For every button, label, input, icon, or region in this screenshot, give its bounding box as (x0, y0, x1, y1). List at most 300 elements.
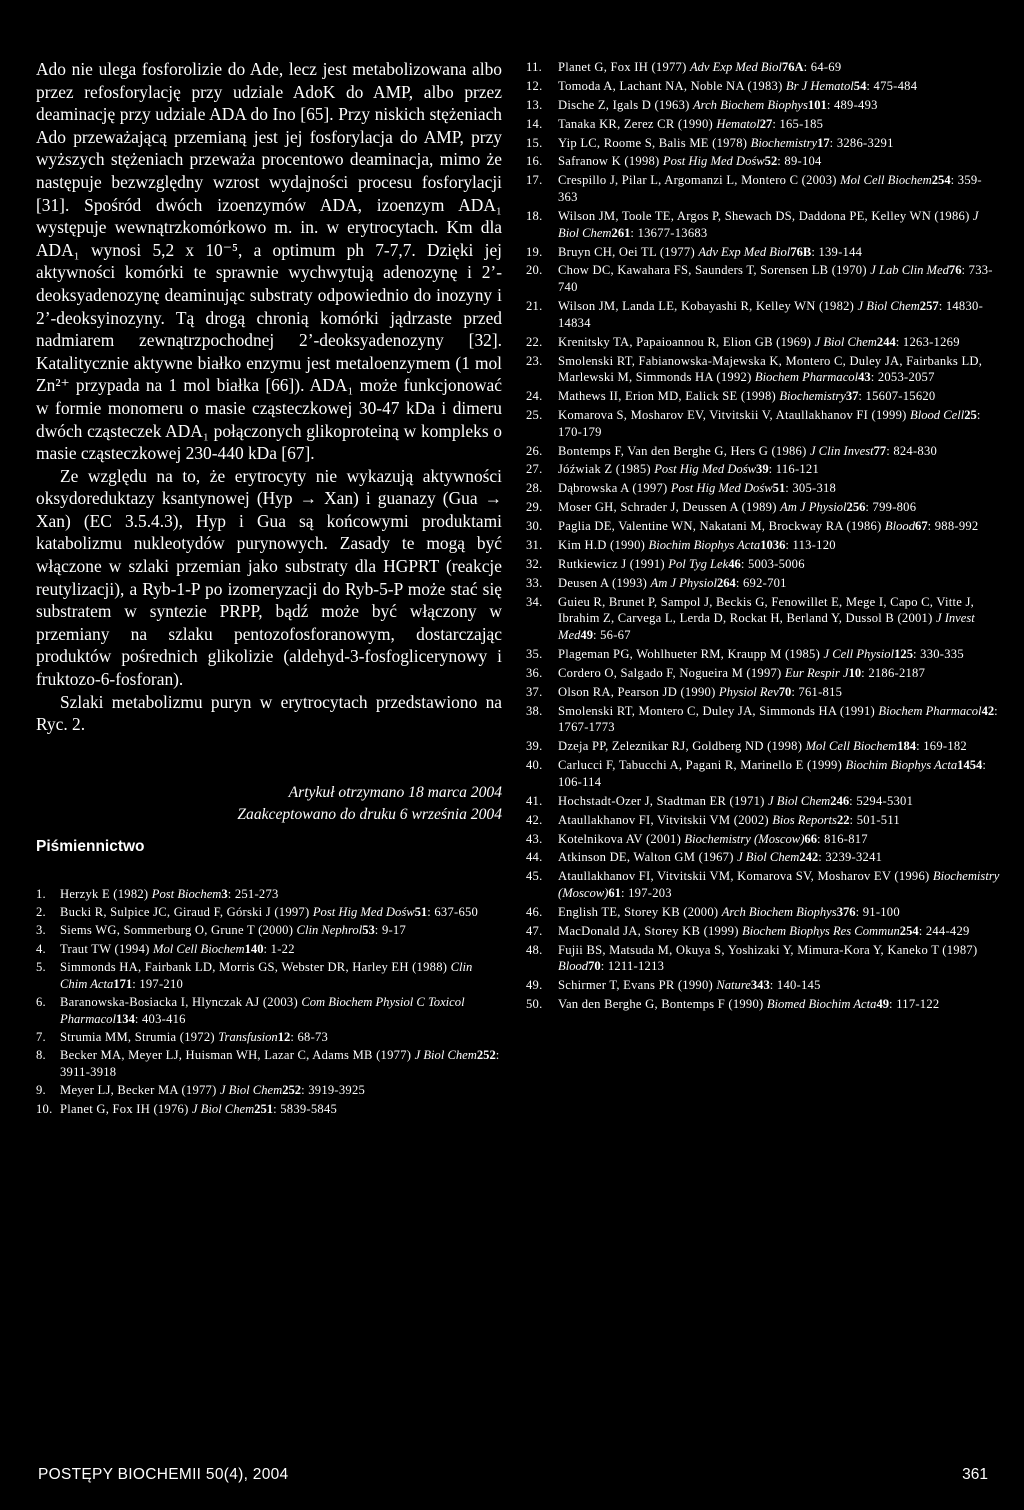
reference-item (526, 499, 1000, 516)
reference-authors: Meyer LJ, Becker MA (1977) (60, 1083, 220, 1098)
reference-number: 50. (526, 997, 543, 1012)
reference-authors: Komarova S, Mosharov EV, Vitvitskii V, Ataullakhanov FI (1999) (558, 407, 910, 422)
reference-authors: Strumia MM, Strumia (1972) (60, 1030, 219, 1044)
reference-journal: Am J Physiol (780, 500, 847, 515)
references-list-right (526, 59, 1000, 1013)
reference-volume: 10 (848, 665, 862, 680)
reference-item (526, 97, 1000, 114)
reference-authors: Dąbrowska A (1997) (558, 481, 671, 496)
reference-authors: Rutkiewicz J (1991) (558, 556, 669, 571)
reference-volume: 256 (846, 500, 866, 515)
reference-pages: : 64-69 (803, 60, 842, 74)
reference-journal: J Biol Chem (737, 850, 800, 865)
reference-item (36, 1082, 502, 1099)
reference-pages: : 733-740 (558, 263, 993, 295)
reference-pages: : 3911-3918 (60, 1048, 500, 1079)
reference-pages: : 165-185 (772, 116, 824, 131)
reference-volume: 343 (750, 978, 770, 993)
reference-volume: 261 (611, 225, 631, 240)
reference-pages: : 1263-1269 (895, 334, 960, 349)
reference-pages: : 799-806 (865, 500, 917, 515)
reference-authors: Bontemps F, Van den Berghe G, Hers G (1986) (558, 443, 810, 458)
reference-authors: Tomoda A, Lachant NA, Noble NA (1983) (558, 78, 786, 93)
left-column (36, 58, 502, 1119)
reference-volume: 12 (277, 1030, 291, 1044)
reference-authors: Bruyn CH, Oei TL (1977) (558, 244, 699, 259)
reference-volume: 246 (830, 793, 850, 808)
reference-number: 24. (526, 389, 543, 404)
reference-authors: Plageman PG, Wohlhueter RM, Kraupp M (1985) (558, 647, 824, 661)
reference-journal: Biochemistry (750, 135, 818, 150)
received-date: Artykuł otrzymano 18 marca 2004 (288, 783, 502, 801)
reference-item (526, 353, 1000, 386)
reference-number: 28. (526, 481, 543, 496)
reference-authors: Deusen A (1993) (558, 575, 651, 590)
reference-authors: Smolenski RT, Montero C, Duley JA, Simmonds HA (1991) (558, 703, 879, 718)
reference-pages: : 489-493 (826, 97, 878, 112)
reference-authors: Siems WG, Sommerburg O, Grune T (2000) (60, 923, 297, 938)
references-list-left (36, 886, 502, 1117)
reference-authors: Yip LC, Roome S, Balis ME (1978) (558, 135, 751, 150)
reference-pages: : 3286-3291 (829, 135, 894, 150)
reference-number: 10. (36, 1101, 53, 1116)
reference-authors: Ataullakhanov FI, Vitvitskii VM, Komarova SV, Mosharov EV (1996) (558, 869, 933, 884)
reference-authors: Planet G, Fox IH (1976) (60, 1101, 192, 1116)
reference-pages: : 9-17 (374, 923, 407, 938)
reference-pages: : 403-416 (134, 1011, 186, 1026)
reference-authors: Moser GH, Schrader J, Deussen A (1989) (558, 500, 781, 515)
reference-authors: Mathews II, Erion MD, Ealick SE (1998) (558, 389, 780, 404)
reference-pages: : 117-122 (889, 997, 940, 1012)
reference-authors: Wilson JM, Toole TE, Argos P, Shewach DS, Daddona PE, Kelley WN (1986) (558, 208, 973, 223)
reference-pages: : 761-815 (791, 684, 843, 699)
reference-volume: 1454 (957, 758, 983, 773)
reference-journal: Hematol (716, 116, 760, 131)
reference-number: 13. (526, 97, 543, 112)
reference-item (526, 461, 1000, 478)
reference-authors: Guieu R, Brunet P, Sampol J, Beckis G, Fenowillet E, Mege I, Capo C, Vitte J, Ibrahim Z, Carvega L, Lerda D, Rockat H, Berland Y, Dussol B (2001) (558, 594, 974, 626)
reference-journal: Transfusion (218, 1030, 278, 1044)
reference-pages: : 14830-14834 (558, 299, 984, 330)
reference-authors: Kim H.D (1990) (558, 538, 649, 553)
reference-number: 7. (36, 1030, 46, 1044)
reference-journal: Clin Nephrol (296, 923, 363, 938)
reference-journal: Biochem Pharmacol (878, 703, 982, 718)
reference-pages: : 251-273 (227, 886, 279, 901)
reference-volume: 49 (876, 997, 890, 1012)
reference-journal: Adv Exp Med Biol (689, 60, 782, 74)
reference-number: 46. (526, 904, 543, 919)
reference-number: 12. (526, 78, 543, 93)
reference-volume: 125 (894, 647, 913, 661)
reference-journal: Biochim Biophys Acta (845, 758, 958, 773)
reference-number: 5. (36, 960, 46, 974)
reference-volume: 70 (778, 684, 792, 699)
reference-pages: : 91-100 (855, 904, 900, 919)
reference-pages: : 692-701 (735, 575, 787, 590)
reference-volume: 3 (221, 886, 228, 901)
reference-journal: Bios Reports (772, 812, 837, 827)
reference-pages: : 3239-3241 (818, 850, 883, 865)
reference-authors: Jóźwiak Z (1985) (558, 462, 655, 477)
reference-journal: Blood Cell (910, 407, 965, 422)
reference-journal: Biomed Biochim Acta (766, 997, 877, 1012)
reference-number: 3. (36, 923, 46, 938)
reference-authors: English TE, Storey KB (2000) (558, 904, 722, 919)
reference-journal: J Biol Chem (414, 1048, 477, 1063)
reference-volume: 134 (115, 1011, 135, 1026)
reference-authors: Safranow K (1998) (558, 154, 663, 169)
reference-pages: : 824-830 (886, 443, 938, 458)
reference-authors: Schirmer T, Evans PR (1990) (558, 978, 717, 993)
reference-journal: Arch Biochem Biophys (721, 904, 837, 919)
reference-volume: 242 (799, 850, 819, 865)
reference-pages: : 140-145 (769, 978, 821, 993)
reference-pages: : 305-318 (785, 481, 837, 496)
reference-item (526, 388, 1000, 405)
reference-number: 32. (526, 556, 543, 571)
reference-authors: Simmonds HA, Fairbank LD, Morris GS, Webster DR, Harley EH (1988) (60, 960, 451, 974)
reference-volume: 51 (772, 481, 786, 496)
reference-number: 29. (526, 500, 543, 515)
reference-volume: 49 (580, 628, 593, 643)
reference-number: 21. (526, 299, 543, 314)
reference-journal: J Biol Chem (768, 793, 831, 808)
reference-volume: 67 (915, 519, 928, 534)
reference-number: 4. (36, 941, 46, 956)
reference-item (526, 703, 1000, 736)
reference-journal: Post Hig Med Dośw (654, 462, 757, 477)
reference-item (36, 904, 502, 921)
reference-item (526, 923, 1000, 940)
body-paragraph: Ado nie ulega fosforolizie do Ade, lecz jest metabolizowana albo przez refosforylację przy udziale AdoK do AMP, albo przez deaminację przy udziale ADA do Ino [65]. Przy niskich stężeniach Ado przeważającą przemianą jest jej fosforylacja do AMP, przy wyższych stężeniach przeważa procentowo deaminacja, mimo że następuje bezwzględny wzrost wydajności procesu fosforylacji [31]. Spośród dwóch izoenzymów ADA, izoenzym ADA₁ występuje wewnątrzkomórkowo m. in. w erytrocytach. Km dla ADA₁ wynosi 5,2 x 10⁻⁵, a optimum ph 7-7,7. Dzięki jej aktywności komórki te sprawnie wychwytują adenozynę i 2’-deoksyadenozynę deaminując substraty odpowiednio do inozyny i 2’-deoksyinozyny. Tą drogą chronią komórki jądrzaste przed nadmiarem zewnątrzpochodnej 2’-deoksyadenozyny [32]. Katalitycznie aktywne białko enzymu jest metaloenzymem (1 mol Zn²⁺ przypada na 1 mol białka [66]). ADA₁ może funkcjonować w formie monomeru o masie cząsteczkowej 30-47 kDa i dimeru dwóch cząsteczek ADA₁ połączonych glikoproteiną w kompleks o masie cząsteczkowej 230-440 kDa [67]. (36, 59, 502, 464)
reference-journal: Pol Tyg Lek (668, 556, 729, 571)
reference-pages: : 1-22 (263, 941, 295, 956)
reference-number: 11. (526, 60, 543, 74)
reference-item (526, 665, 1000, 682)
reference-volume: 43 (858, 370, 871, 385)
reference-journal: J Cell Physiol (823, 647, 895, 661)
reference-volume: 39 (756, 462, 769, 477)
reference-authors: Becker MA, Meyer LJ, Huisman WH, Lazar C, Adams MB (1977) (60, 1048, 415, 1063)
reference-authors: Bucki R, Sulpice JC, Giraud F, Górski J (1997) (60, 905, 313, 920)
reference-volume: 1036 (760, 538, 786, 553)
reference-number: 36. (526, 665, 543, 680)
reference-item (526, 443, 1000, 460)
reference-journal: Biochem Pharmacol (754, 370, 859, 385)
reference-number: 34. (526, 594, 543, 609)
reference-journal: Physiol Rev (718, 684, 779, 699)
reference-pages: : 106-114 (558, 758, 987, 789)
reference-item (36, 1029, 502, 1046)
reference-journal: Am J Physiol (650, 575, 717, 590)
reference-number: 39. (526, 739, 543, 754)
reference-number: 30. (526, 519, 543, 534)
reference-authors: Kotelnikova AV (2001) (558, 831, 685, 846)
reference-journal: J Biol Chem (558, 208, 979, 240)
reference-pages: : 5003-5006 (740, 556, 805, 571)
reference-item (526, 942, 1000, 975)
reference-number: 35. (526, 647, 543, 661)
reference-pages: : 197-203 (620, 886, 672, 901)
reference-number: 26. (526, 443, 543, 458)
reference-volume: 101 (807, 97, 827, 112)
reference-volume: 37 (845, 389, 859, 404)
reference-number: 2. (36, 905, 46, 920)
reference-number: 49. (526, 978, 543, 993)
article-dates (36, 782, 502, 826)
footer-journal: POSTĘPY BIOCHEMII 50(4), 2004 (38, 1466, 289, 1483)
reference-journal: Biochemistry (Moscow) (558, 869, 1000, 901)
reference-authors: Dische Z, Igals D (1963) (558, 97, 693, 112)
reference-item (526, 537, 1000, 554)
reference-pages: : 113-120 (785, 538, 836, 553)
reference-journal: Nature (716, 978, 751, 993)
reference-item (526, 812, 1000, 829)
reference-journal: Biochemistry (779, 389, 846, 404)
reference-volume: 42 (981, 703, 995, 718)
reference-volume: 171 (113, 976, 133, 991)
reference-pages: : 637-650 (427, 905, 479, 920)
reference-pages: : 5839-5845 (273, 1101, 338, 1116)
reference-volume: 70 (588, 959, 601, 974)
reference-authors: Chow DC, Kawahara FS, Saunders T, Sorensen LB (1970) (558, 263, 871, 278)
reference-journal: Blood (558, 959, 589, 974)
reference-item (526, 996, 1000, 1013)
reference-authors: Planet G, Fox IH (1977) (558, 60, 690, 74)
reference-item (526, 135, 1000, 152)
reference-pages: : 68-73 (290, 1030, 329, 1044)
reference-item (526, 904, 1000, 921)
reference-authors: MacDonald JA, Storey KB (1999) (558, 923, 743, 938)
reference-pages: : 1211-1213 (600, 959, 665, 974)
reference-volume: 76A (781, 60, 804, 74)
body-paragraph: Szlaki metabolizmu puryn w erytrocytach przedstawiono na Ryc. 2. (36, 691, 502, 735)
reference-volume: 264 (716, 575, 736, 590)
reference-authors: Crespillo J, Pilar L, Argomanzi L, Montero C (2003) (558, 173, 841, 188)
reference-authors: Dzeja PP, Zeleznikar RJ, Goldberg ND (1998) (558, 739, 806, 754)
reference-authors: Van den Berghe G, Bontemps F (1990) (558, 997, 767, 1012)
reference-number: 22. (526, 334, 543, 349)
reference-authors: Tanaka KR, Zerez CR (1990) (558, 116, 717, 131)
body-paragraph: Ze względu na to, że erytrocyty nie wykazują aktywności oksydoreduktazy ksantynowej (Hyp → Xan) i guanazy (Gua → Xan) (EC 3.5.4.3), Hyp i Gua są końcowymi produktami katabolizmu nukleotydów purynowych. Zasady te mogą być włączone w szlaki przemian jako substraty dla HGPRT (reakcje reutylizacji), a Ryb-1-P po izomeryzacji do Ryb-5-P może stać się substratem w syntezie PRPP, bądź może być włączony w przemiany na szlaku pentozofosforanowym, dostarczając produktów pośrednich glikolizie (aldehyd-3-fosfoglicerynowy i fruktozo-6-fosforan). (36, 465, 502, 690)
reference-pages: : 359-363 (558, 173, 982, 205)
reference-pages: : 169-182 (916, 739, 967, 754)
reference-item (526, 575, 1000, 592)
reference-item (526, 518, 1000, 535)
reference-item (36, 959, 502, 992)
reference-journal: Biochim Biophys Acta (648, 538, 761, 553)
reference-item (526, 849, 1000, 866)
reference-pages: : 1767-1773 (558, 703, 998, 735)
reference-authors: Cordero O, Salgado F, Nogueira M (1997) (558, 665, 785, 680)
reference-journal: Mol Cell Biochem (805, 739, 898, 754)
reference-item (526, 172, 1000, 205)
reference-number: 33. (526, 575, 543, 590)
reference-pages: : 501-511 (849, 812, 900, 827)
reference-volume: 46 (728, 556, 741, 571)
reference-journal: J Biol Chem (191, 1101, 255, 1116)
reference-number: 41. (526, 793, 543, 808)
reference-item (526, 244, 1000, 261)
reference-pages: : 116-121 (768, 462, 820, 477)
reference-journal: J Biol Chem (857, 299, 920, 314)
reference-item (526, 334, 1000, 351)
reference-number: 6. (36, 995, 46, 1009)
reference-pages: : 330-335 (913, 647, 964, 661)
reference-number: 44. (526, 850, 543, 865)
reference-volume: 76 (948, 263, 962, 278)
reference-number: 1. (36, 886, 46, 901)
right-column (526, 59, 1000, 1015)
reference-authors: Carlucci F, Tabucchi A, Pagani R, Marinello E (1999) (558, 758, 846, 773)
reference-journal: Mol Cell Biochem (840, 173, 932, 188)
reference-item (526, 868, 1000, 901)
reference-pages: : 13677-13683 (630, 225, 708, 240)
references-heading: Piśmiennictwo (36, 837, 145, 855)
reference-item (526, 298, 1000, 331)
reference-pages: : 5294-5301 (849, 793, 914, 808)
reference-journal: J Invest Med (558, 611, 975, 643)
reference-number: 14. (526, 116, 543, 131)
reference-volume: 76B (790, 244, 812, 259)
reference-journal: Post Hig Med Dośw (312, 905, 415, 920)
reference-journal: J Clin Invest (809, 443, 874, 458)
reference-authors: Paglia DE, Valentine WN, Nakatani M, Brockway RA (1986) (558, 519, 885, 534)
reference-pages: : 244-429 (918, 923, 970, 938)
reference-volume: 22 (836, 812, 850, 827)
reference-authors: Atkinson DE, Walton GM (1967) (558, 850, 738, 865)
reference-item (36, 994, 502, 1027)
reference-item (36, 1047, 502, 1080)
reference-journal: Com Biochem Physiol C Toxicol Pharmacol (60, 995, 465, 1026)
reference-pages: : 816-817 (816, 831, 868, 846)
reference-number: 18. (526, 208, 543, 223)
reference-authors: Olson RA, Pearson JD (1990) (558, 684, 719, 699)
reference-pages: : 2186-2187 (861, 665, 926, 680)
reference-authors: Hochstadt-Ozer J, Stadtman ER (1971) (558, 793, 769, 808)
reference-item (526, 793, 1000, 810)
reference-number: 38. (526, 703, 543, 718)
reference-volume: 51 (414, 905, 428, 920)
reference-item (526, 646, 1000, 663)
reference-item (526, 977, 1000, 994)
reference-volume: 244 (876, 334, 896, 349)
reference-authors: Krenitsky TA, Papaioannou R, Elion GB (1969) (558, 334, 815, 349)
reference-volume: 54 (853, 78, 867, 93)
reference-number: 16. (526, 154, 543, 169)
reference-item (526, 208, 1000, 241)
reference-number: 20. (526, 263, 543, 278)
reference-authors: Fujii BS, Matsuda M, Okuya S, Yoshizaki Y, Mimura-Kora Y, Kaneko T (1987) (558, 942, 978, 957)
reference-journal: Post Biochem (151, 886, 222, 901)
reference-volume: 254 (931, 173, 951, 188)
reference-volume: 77 (873, 443, 887, 458)
reference-volume: 252 (282, 1083, 302, 1098)
reference-volume: 52 (764, 154, 778, 169)
reference-journal: Post Hig Med Dośw (662, 154, 765, 169)
reference-journal: Br J Hematol (785, 78, 854, 93)
reference-volume: 17 (817, 135, 830, 150)
reference-journal: Mol Cell Biochem (152, 941, 245, 956)
reference-journal: J Biol Chem (814, 334, 877, 349)
reference-number: 45. (526, 869, 543, 884)
reference-number: 42. (526, 812, 543, 827)
reference-journal: Arch Biochem Biophys (692, 97, 808, 112)
reference-journal: Post Hig Med Dośw (670, 481, 773, 496)
reference-item (526, 757, 1000, 790)
reference-pages: : 139-144 (811, 244, 863, 259)
reference-number: 27. (526, 462, 543, 477)
reference-item (526, 407, 1000, 440)
reference-item (526, 153, 1000, 170)
reference-number: 9. (36, 1083, 46, 1098)
reference-pages: : 475-484 (866, 78, 918, 93)
reference-journal: Biochemistry (Moscow) (684, 831, 805, 846)
reference-journal: Clin Chim Acta (60, 960, 473, 991)
reference-item (36, 922, 502, 939)
reference-item (36, 886, 502, 903)
reference-number: 25. (526, 407, 543, 422)
reference-volume: 53 (362, 923, 375, 938)
reference-number: 15. (526, 135, 543, 150)
reference-volume: 251 (254, 1101, 274, 1116)
reference-volume: 376 (836, 904, 856, 919)
reference-volume: 140 (244, 941, 264, 956)
accepted-date: Zaakceptowano do druku 6 września 2004 (237, 805, 502, 823)
reference-number: 40. (526, 758, 543, 773)
reference-pages: : 56-67 (592, 628, 631, 643)
reference-item (526, 116, 1000, 133)
reference-number: 37. (526, 684, 543, 699)
reference-item (526, 594, 1000, 644)
reference-item (526, 556, 1000, 573)
reference-number: 47. (526, 923, 543, 938)
reference-authors: Baranowska-Bosiacka I, Hlynczak AJ (2003) (60, 995, 302, 1009)
reference-item (36, 941, 502, 958)
reference-number: 8. (36, 1048, 46, 1063)
reference-volume: 184 (897, 739, 917, 754)
reference-authors: Traut TW (1994) (60, 941, 153, 956)
reference-pages: : 197-210 (132, 976, 184, 991)
reference-number: 31. (526, 538, 543, 553)
reference-pages: : 988-992 (927, 519, 979, 534)
reference-item (526, 738, 1000, 755)
reference-item (526, 684, 1000, 701)
reference-item (36, 1101, 502, 1118)
reference-pages: : 2053-2057 (870, 370, 935, 385)
reference-volume: 254 (899, 923, 919, 938)
reference-journal: Blood (884, 519, 916, 534)
page-number: 361 (962, 1466, 988, 1483)
reference-volume: 61 (608, 886, 621, 901)
reference-number: 19. (526, 244, 543, 259)
reference-journal: J Lab Clin Med (870, 263, 949, 278)
reference-journal: Adv Exp Med Biol (698, 244, 791, 259)
reference-authors: Wilson JM, Landa LE, Kobayashi R, Kelley WN (1982) (558, 299, 858, 314)
reference-volume: 257 (919, 299, 939, 314)
reference-item (526, 59, 1000, 76)
reference-number: 48. (526, 942, 543, 957)
reference-volume: 252 (476, 1048, 496, 1063)
reference-pages: : 15607-15620 (858, 389, 936, 404)
reference-number: 23. (526, 353, 543, 368)
reference-volume: 66 (804, 831, 817, 846)
reference-volume: 25 (964, 407, 977, 422)
reference-journal: Eur Respir J (784, 665, 849, 680)
reference-authors: Ataullakhanov FI, Vitvitskii VM (2002) (558, 812, 773, 827)
reference-item (526, 78, 1000, 95)
